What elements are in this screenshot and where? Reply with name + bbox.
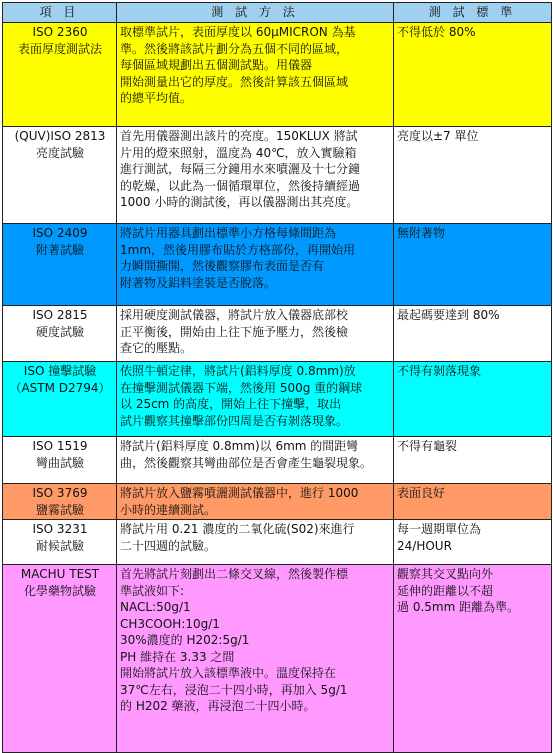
method-line: 查它的壓點。 [120,341,193,355]
method-line: PH 維持在 3.33 之間 [120,649,235,664]
method-line: 正平衡後，開始由上往下施予壓力，然後檢 [120,324,349,339]
cell-item [3,23,117,127]
item-line: 彎曲試驗 [35,455,84,470]
cell-method [117,520,394,565]
method-line: 片用的燈來照射，溫度為 40℃，放入實驗箱 [120,145,357,160]
method-line: 力瞬間撕開，然後觀察膠布表面是否有 [120,259,325,273]
item-line: 附著試驗 [35,242,84,257]
method-line: 採用硬度測試儀器，將試片放入儀器底部校 [120,308,349,322]
method-line: 將試片用器具劃出標準小方格每條間距為 [120,226,337,240]
method-line: 將試片(鋁料厚度 0.8mm)以 6mm 的間距彎 [120,439,359,453]
item-line: ISO 3769 [32,486,88,500]
method-line: 將試片用 0.21 濃度的二氧化硫(S02)來進行 [120,522,355,536]
cell-standard [394,484,552,520]
cell-item [3,224,117,306]
standard-line: 不得有龜裂 [397,439,458,453]
cell-standard [394,520,552,565]
header-method: 測 試 方 法 [117,3,394,23]
standard-line: 每一週期單位為 [397,522,482,536]
cell-item [3,306,117,362]
method-line: 的乾燥，以此為一個循環單位，然後持續經過 [120,178,361,193]
item-line: 鹽霧試驗 [35,502,84,517]
cell-method [117,362,394,437]
cell-item [3,520,117,565]
cell-standard [394,306,552,362]
method-line: 小時的連續測試。 [120,502,217,517]
table-row [3,362,552,437]
method-line: 的總平均值。 [120,91,193,105]
item-line: 亮度試驗 [35,145,84,160]
standard-line: 表面良好 [397,486,446,500]
cell-method [117,437,394,484]
standard-line: 不得低於 80% [397,25,476,39]
method-line: 進行測試，每隔三分鐘用水來噴灑及十七分鐘 [120,162,361,176]
method-line: 每個區域規劃出五個測試點。用儀器 [120,58,313,72]
item-line: MACHU TEST [20,567,100,581]
table-row [3,484,552,520]
cell-method [117,565,394,753]
cell-method [117,127,394,224]
table-row [3,224,552,306]
cell-standard [394,362,552,437]
table-row [3,127,552,224]
standard-line: 最起碼要達到 80% [397,308,500,322]
method-line: 1mm，然後用膠布貼於方格部份，再開始用 [120,242,356,257]
item-line: ISO 2815 [32,308,88,322]
cell-standard [394,565,552,753]
method-line: 首先將試片刻劃出二條交叉線，然後製作標 [120,567,349,581]
item-line: ISO 撞擊試驗 [23,364,97,378]
method-line: 準。然後將該試片劃分為五個不同的區域， [120,41,349,56]
item-line: ISO 2409 [32,226,88,240]
item-line: ISO 1519 [32,439,88,453]
standard-line: 觀察其交叉點向外 [397,567,494,581]
item-line: (QUV)ISO 2813 [14,129,106,143]
method-line: 試片觀察其撞擊部份四周是否有剝落現象。 [120,413,349,428]
method-line: 附著物及鋁料塗裝是否脫落。 [120,275,277,290]
standard-line: 不得有剝落現象 [397,364,482,378]
cell-standard [394,437,552,484]
cell-standard [394,127,552,224]
table-row [3,565,552,753]
method-line: 開始測量出它的厚度。然後計算該五個區域 [120,74,349,89]
cell-item [3,362,117,437]
standard-line: 亮度以±7 單位 [397,129,479,143]
method-line: NACL:50g/1 [120,600,191,614]
cell-item [3,484,117,520]
method-line: 將試片放入鹽霧噴灑測試儀器中，進行 1000 [120,486,359,500]
method-line: 1000 小時的測試後，再以儀器測出其亮度。 [120,195,359,209]
item-line: ISO 2360 [32,25,88,39]
method-line: 以 25cm 的高度，開始上往下撞擊，取出 [120,397,342,411]
standard-line: 無附著物 [397,226,446,240]
cell-method [117,224,394,306]
method-line: 二十四週的試驗。 [120,538,217,553]
method-line: 30%濃度的 H202:5g/1 [120,633,250,647]
method-line: 在撞擊測試儀器下端，然後用 500g 重的鋼球 [120,380,363,395]
header-standard: 測 試 標 準 [394,3,552,23]
header-row [3,3,552,23]
cell-method [117,484,394,520]
table-row [3,306,552,362]
standard-line: 過 0.5mm 距離為準。 [397,600,520,614]
item-line: 硬度試驗 [35,324,84,339]
method-line: 開始將試片放入該標準液中。溫度保持在 [120,666,337,680]
table-body [3,23,552,753]
standard-line: 24/HOUR [397,538,452,553]
header-item: 項 目 [3,3,117,23]
table-row [3,520,552,565]
table-row [3,23,552,127]
cell-item [3,565,117,753]
cell-method [117,23,394,127]
method-line: 的 H202 藥液，再浸泡二十四小時。 [120,699,316,713]
test-standards-table [2,2,552,753]
method-line: 取標準試片，表面厚度以 60μMICRON 為基 [120,25,356,39]
table-row [3,437,552,484]
method-line: 準試液如下: [120,583,185,598]
cell-method [117,306,394,362]
cell-standard [394,23,552,127]
method-line: CH3COOH:10g/1 [120,616,220,631]
standard-line: 延伸的距離以不超 [397,583,494,598]
method-line: 依照牛頓定律，將試片(鋁料厚度 0.8mm)放 [120,364,356,378]
item-line: 耐候試驗 [35,538,84,553]
item-line: （ASTM D2794） [9,380,111,395]
method-line: 37℃左右，浸泡二十四小時，再加入 5g/1 [120,682,348,697]
item-line: ISO 3231 [32,522,88,536]
item-line: 化學藥物試驗 [23,583,96,598]
cell-item [3,437,117,484]
cell-standard [394,224,552,306]
method-line: 首先用儀器測出該片的亮度。150KLUX 將試 [120,129,358,143]
method-line: 曲，然後觀察其彎曲部位是否會產生龜裂現象。 [120,455,373,470]
cell-item [3,127,117,224]
item-line: 表面厚度測試法 [17,41,102,56]
